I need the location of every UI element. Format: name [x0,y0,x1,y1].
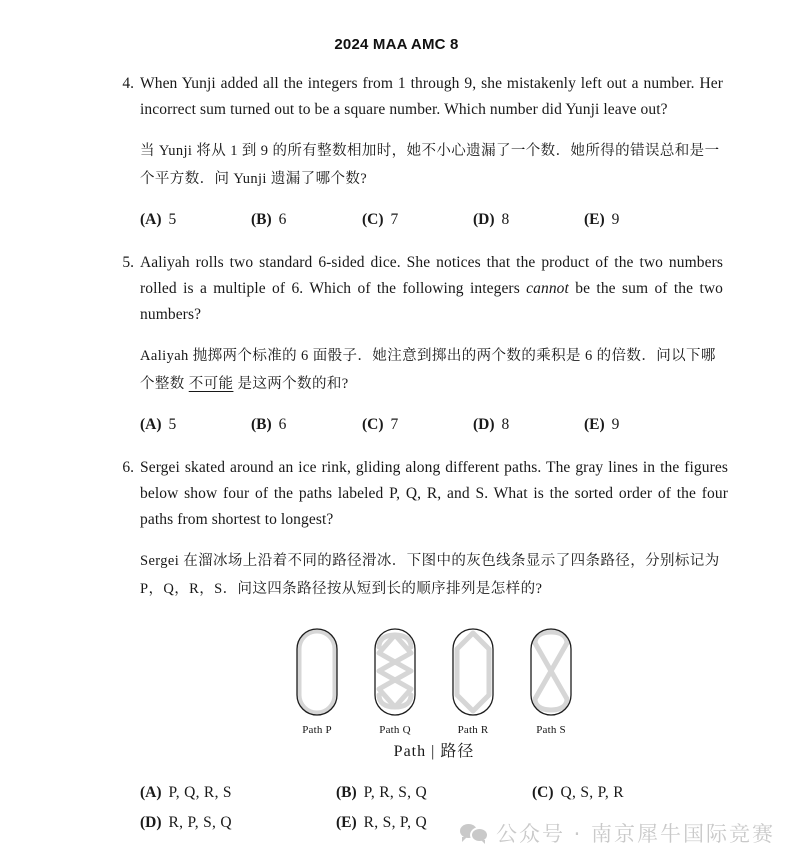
figure-path-p-label: Path P [302,724,332,736]
choice-value: 8 [501,416,510,433]
choice-value: Q, S, P, R [560,784,624,801]
problem-6-choice-b[interactable] [336,781,532,805]
choice-value: 9 [611,211,620,228]
problem-4-english-text: When Yunji added all the integers from 1 through 9, she mistakenly left out a number. Her incorrect sum turned out to be a square number. Which number did Yunji leave out? [140,75,723,118]
problem-5-english-emphasis: cannot [526,280,569,297]
problem-5-chinese-part1: Aaliyah 抛掷两个标准的 6 面骰子．她注意到掷出的两个数的乘积是 6 的倍数．问以下哪个整数 [140,348,716,392]
figure-path-p [278,623,356,736]
problem-4-choice-a[interactable] [140,208,251,232]
figure-path-q-label: Path Q [379,724,411,736]
problem-5-choices [140,413,723,437]
figure-path-q [356,623,434,736]
path-s-gray-track [535,632,567,710]
problem-5-choice-b[interactable] [251,413,362,437]
problem-6 [0,455,793,835]
choice-value: P, R, S, Q [363,784,427,801]
choice-value: 7 [390,416,399,433]
choice-label: (D) [140,814,162,831]
choice-value: 6 [278,416,287,433]
problem-4-choice-b[interactable] [251,208,362,232]
problem-5 [0,250,793,437]
choice-value: P, Q, R, S [168,784,232,801]
problem-5-english-part1: Aaliyah rolls two standard 6-sided dice. She notices that the product of the two numbers rolled is a multiple of 6. Which of the following integers [140,254,723,297]
path-p-diagram [288,623,346,721]
problem-6-choices-row-1 [140,781,728,805]
choice-value: R, P, S, Q [168,814,232,831]
problem-6-english-text: Sergei skated around an ice rink, gliding along different paths. The gray lines in the figures below show four of the paths labeled P, Q, R, and S. What is the sorted order of the four paths from shortest to longest? [140,459,728,528]
problem-4-choice-d[interactable] [473,208,584,232]
figure-path-r-label: Path R [457,724,489,736]
problem-4-choice-e[interactable] [584,208,695,232]
path-q-gray-track [379,635,411,707]
path-r-gray-track [457,633,489,711]
choice-value: 6 [278,211,287,228]
choice-label: (C) [362,416,384,433]
problem-5-choice-c[interactable] [362,413,473,437]
path-p-gray-track [299,631,335,713]
choice-label: (D) [473,211,495,228]
problem-5-choice-d[interactable] [473,413,584,437]
figure-caption: Path | 路径 [393,743,475,760]
choice-value: 9 [611,416,620,433]
choice-label: (E) [584,211,605,228]
choice-value: 8 [501,211,510,228]
path-s-diagram [522,623,580,721]
document-title: 2024 MAA AMC 8 [334,36,459,53]
problem-4-choice-c[interactable] [362,208,473,232]
choice-label: (A) [140,784,162,801]
choice-label: (B) [251,211,272,228]
problem-5-english-part2: be the sum of the two numbers? [140,280,723,323]
figure-path-s [512,623,590,736]
problem-list [0,53,793,835]
problem-5-choice-e[interactable] [584,413,695,437]
problem-6-choice-c[interactable] [532,781,728,805]
path-figures [140,623,728,736]
path-r-diagram [444,623,502,721]
choice-label: (B) [251,416,272,433]
choice-value: 7 [390,211,399,228]
problem-4-chinese-text: 当 Yunji 将从 1 到 9 的所有整数相加时，她不小心遗漏了一个数．她所得的错误总和是一个平方数．问 Yunji 遗漏了哪个数? [140,143,720,187]
figure-path-s-label: Path S [536,724,566,736]
problem-5-english-text [140,250,723,328]
problem-5-chinese-part2: 是这两个数的和? [233,376,349,392]
figure-path-r [434,623,512,736]
path-q-diagram [366,623,424,721]
choice-value: 5 [168,416,177,433]
choice-label: (D) [473,416,495,433]
problem-4-number: 4. [122,75,134,92]
problem-4 [0,71,793,232]
problem-6-choice-d[interactable] [140,811,336,835]
problem-6-choice-a[interactable] [140,781,336,805]
choice-value: 5 [168,211,177,228]
problem-5-chinese-text [140,342,723,398]
problem-5-number: 5. [122,254,134,271]
problem-6-number: 6. [122,459,134,476]
watermark [460,818,775,848]
choice-label: (C) [532,784,554,801]
choice-label: (A) [140,211,162,228]
choice-label: (E) [336,814,357,831]
problem-5-chinese-underlined: 不可能 [188,376,234,392]
choice-label: (C) [362,211,384,228]
wechat-speech-bubble-icon [460,823,487,844]
choice-label: (E) [584,416,605,433]
watermark-text: 公众号 · 南京犀牛国际竞赛 [495,822,775,846]
choice-label: (B) [336,784,357,801]
problem-6-chinese-text: Sergei 在溜冰场上沿着不同的路径滑冰．下图中的灰色线条显示了四条路径，分别标记为 P，Q，R，S．问这四条路径按从短到长的顺序排列是怎样的? [140,553,720,597]
problem-5-choice-a[interactable] [140,413,251,437]
choice-label: (A) [140,416,162,433]
problem-4-choices [140,208,723,232]
choice-value: R, S, P, Q [363,814,427,831]
